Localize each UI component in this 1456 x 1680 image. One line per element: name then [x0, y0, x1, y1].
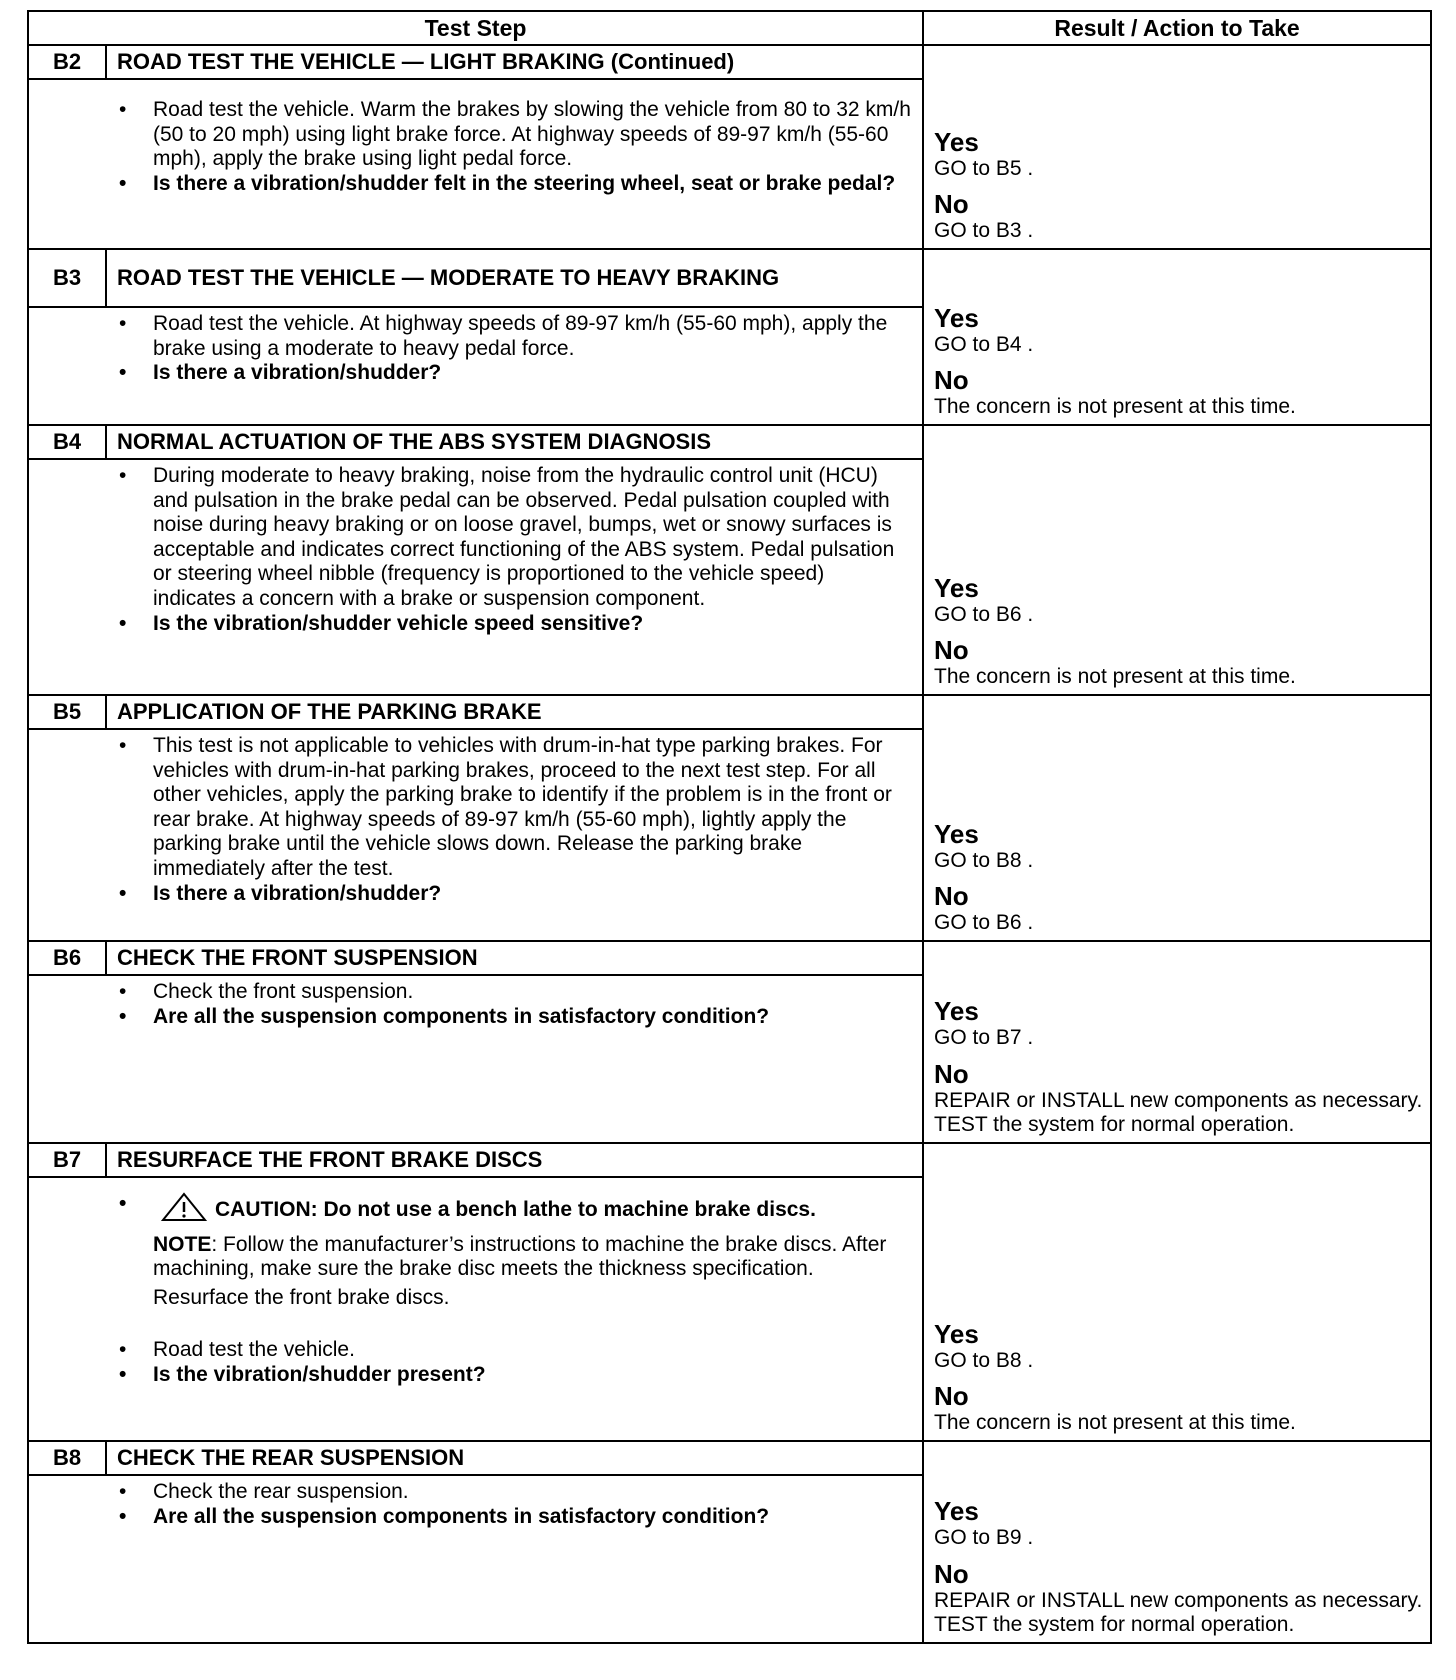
list-item: • Check the front suspension. [119, 980, 414, 1003]
step-id: B8 [28, 1441, 106, 1475]
step-title: CHECK THE REAR SUSPENSION [106, 1441, 923, 1475]
yes-action: GO to B5 . [934, 156, 1034, 180]
no-action: The concern is not present at this time. [934, 665, 1296, 689]
step-body [28, 79, 923, 249]
step-body [28, 1177, 923, 1441]
yes-action: GO to B8 . [934, 1348, 1034, 1372]
no-label: No [934, 365, 969, 396]
no-action: The concern is not present at this time. [934, 1411, 1296, 1435]
step-title-row [28, 941, 1431, 975]
list-item: • Road test the vehicle. Warm the brakes by slowing the vehicle from 80 to 32 km/h (50 to 20 mph) using light brake force. At highway speeds of 89-97 km/h (55-60 mph), apply the brake using light pedal force. [119, 98, 911, 171]
no-action: REPAIR or INSTALL new components as necessary. TEST the system for normal operation. [934, 1588, 1423, 1637]
no-label: No [934, 1381, 969, 1412]
yes-action: GO to B7 . [934, 1026, 1034, 1050]
step-title-row [28, 45, 1431, 79]
list-item: • This test is not applicable to vehicles with drum-in-hat type parking brakes. For vehicles with drum-in-hat parking brakes, proceed to the next test step. For all other vehicles, apply the parking brake to identify if the problem is in the front or rear brake. At highway speeds of 89-97 km/h (55-60 mph), lightly apply the parking brake until the vehicle slows down. Release the parking brake immediately after the test. [119, 734, 892, 880]
list-item: • Is there a vibration/shudder felt in the steering wheel, seat or brake pedal? [119, 171, 896, 195]
step-title: ROAD TEST THE VEHICLE — MODERATE TO HEAVY BRAKING [106, 249, 923, 307]
step-body [28, 307, 923, 425]
list-item: • Is the vibration/shudder present? [119, 1362, 486, 1386]
caution-text: CAUTION: Do not use a bench lathe to machine brake discs. [215, 1198, 816, 1221]
no-label: No [934, 1558, 969, 1589]
note-text: NOTE: Follow the manufacturer’s instructions to machine the brake discs. After machining, make sure the brake disc meets the thickness specification. [153, 1232, 887, 1281]
yes-action: GO to B8 . [934, 848, 1034, 872]
no-action: REPAIR or INSTALL new components as necessary. TEST the system for normal operation. [934, 1088, 1423, 1137]
yes-action: GO to B6 . [934, 602, 1034, 626]
step-title: APPLICATION OF THE PARKING BRAKE [106, 695, 923, 729]
step-title-row [28, 249, 1431, 307]
list-item: • Check the rear suspension. [119, 1480, 409, 1503]
no-label: No [934, 1058, 969, 1089]
yes-label: Yes [934, 1496, 979, 1527]
step-id: B7 [28, 1143, 106, 1177]
step-id: B3 [28, 249, 106, 307]
step-body [28, 459, 923, 695]
no-label: No [934, 189, 969, 220]
no-action: GO to B6 . [934, 911, 1034, 935]
list-item: • Road test the vehicle. At highway speeds of 89-97 km/h (55-60 mph), apply the brake using a moderate to heavy pedal force. [119, 312, 888, 360]
step-result [923, 1441, 1431, 1643]
step-result [923, 941, 1431, 1143]
test-step-header: Test Step [28, 11, 923, 45]
diagnostic-table [27, 10, 1432, 1644]
caution-item: • CAUTION: Do not use a bench lathe to machine brake discs. [115, 1192, 912, 1229]
action-text: Resurface the front brake discs. [153, 1285, 450, 1309]
yes-label: Yes [934, 302, 979, 333]
step-title-row [28, 1441, 1431, 1475]
no-action: GO to B3 . [934, 219, 1034, 243]
yes-action: GO to B4 . [934, 332, 1034, 356]
list-item: • Road test the vehicle. [119, 1338, 355, 1362]
result-header: Result / Action to Take [923, 11, 1431, 45]
step-id: B6 [28, 941, 106, 975]
list-item: • During moderate to heavy braking, noise from the hydraulic control unit (HCU) and pulsation in the brake pedal can be observed. Pedal pulsation coupled with noise during heavy braking or on loose gravel, bumps, wet or snowy surfaces is acceptable and indicates correct functioning of the ABS system. Pedal pulsation or steering wheel nibble (frequency is proportioned to the vehicle speed) indicates a concern with a brake or suspension component. [119, 464, 895, 610]
no-action: The concern is not present at this time. [934, 395, 1296, 419]
step-title-row [28, 425, 1431, 459]
list-item: • Is there a vibration/shudder? [119, 881, 442, 905]
warning-triangle-icon [161, 1192, 207, 1229]
step-result [923, 1143, 1431, 1441]
list-item: • Are all the suspension components in satisfactory condition? [119, 1004, 770, 1028]
step-title: CHECK THE FRONT SUSPENSION [106, 941, 923, 975]
step-body [28, 1475, 923, 1643]
step-id: B4 [28, 425, 106, 459]
list-item: • Is there a vibration/shudder? [119, 361, 442, 385]
yes-action: GO to B9 . [934, 1526, 1034, 1550]
list-item: • Are all the suspension components in satisfactory condition? [119, 1504, 770, 1528]
yes-label: Yes [934, 1318, 979, 1349]
table-header-row [28, 11, 1431, 45]
step-result [923, 45, 1431, 249]
list-item: • Is the vibration/shudder vehicle speed sensitive? [119, 611, 644, 635]
step-body [28, 729, 923, 941]
no-label: No [934, 635, 969, 666]
yes-label: Yes [934, 818, 979, 849]
step-body [28, 975, 923, 1143]
step-result [923, 249, 1431, 425]
yes-label: Yes [934, 126, 979, 157]
no-label: No [934, 881, 969, 912]
step-title: NORMAL ACTUATION OF THE ABS SYSTEM DIAGNOSIS [106, 425, 923, 459]
step-title: RESURFACE THE FRONT BRAKE DISCS [106, 1143, 923, 1177]
step-id: B2 [28, 45, 106, 79]
step-id: B5 [28, 695, 106, 729]
yes-label: Yes [934, 996, 979, 1027]
step-result [923, 425, 1431, 695]
step-title: ROAD TEST THE VEHICLE — LIGHT BRAKING (Continued) [106, 45, 923, 79]
yes-label: Yes [934, 572, 979, 603]
step-result [923, 695, 1431, 941]
step-title-row [28, 1143, 1431, 1177]
step-title-row [28, 695, 1431, 729]
